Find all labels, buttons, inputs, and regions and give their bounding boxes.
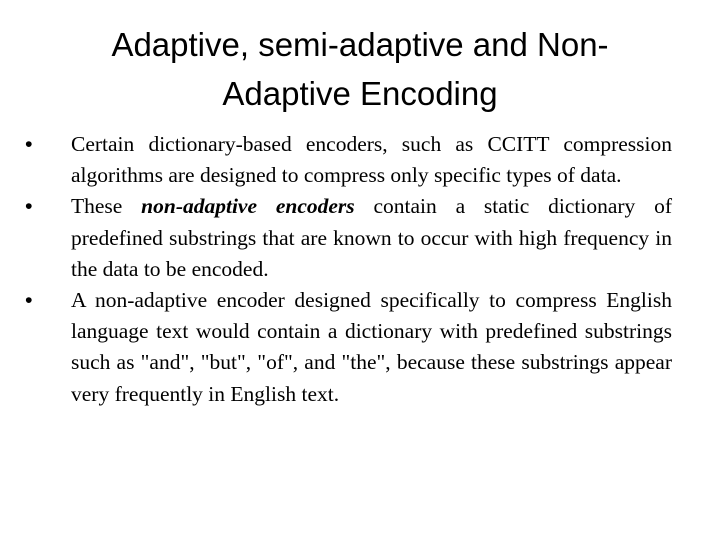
bullet-emphasis: non-adaptive encoders [141, 194, 355, 219]
bullet-icon: • [25, 194, 33, 219]
bullet-list [25, 129, 672, 410]
bullet-item-2 [25, 191, 672, 285]
bullet-text: Certain dictionary-based encoders, such as CCITT compression algorithms are designed to compress only specific types of data. [71, 132, 672, 188]
bullet-text-after: contain a static dictionary of predefined substrings that are known to occur with high frequency in the data to be encoded. [71, 194, 672, 281]
bullet-icon: • [25, 288, 33, 313]
bullet-item-3 [25, 285, 672, 410]
bullet-icon: • [25, 132, 33, 156]
slide-title [40, 20, 680, 118]
title-line-1: Adaptive, semi-adaptive and Non- [111, 26, 609, 63]
bullet-text-before: These [71, 194, 142, 219]
title-line-2: Adaptive Encoding [222, 75, 498, 112]
bullet-text: A non-adaptive encoder designed specifically to compress English language text would contain a dictionary with predefined substrings such as "and", "but", "of", and "the", because these substrings appear very frequently in English text. [71, 288, 672, 406]
bullet-item-1 [25, 129, 672, 191]
